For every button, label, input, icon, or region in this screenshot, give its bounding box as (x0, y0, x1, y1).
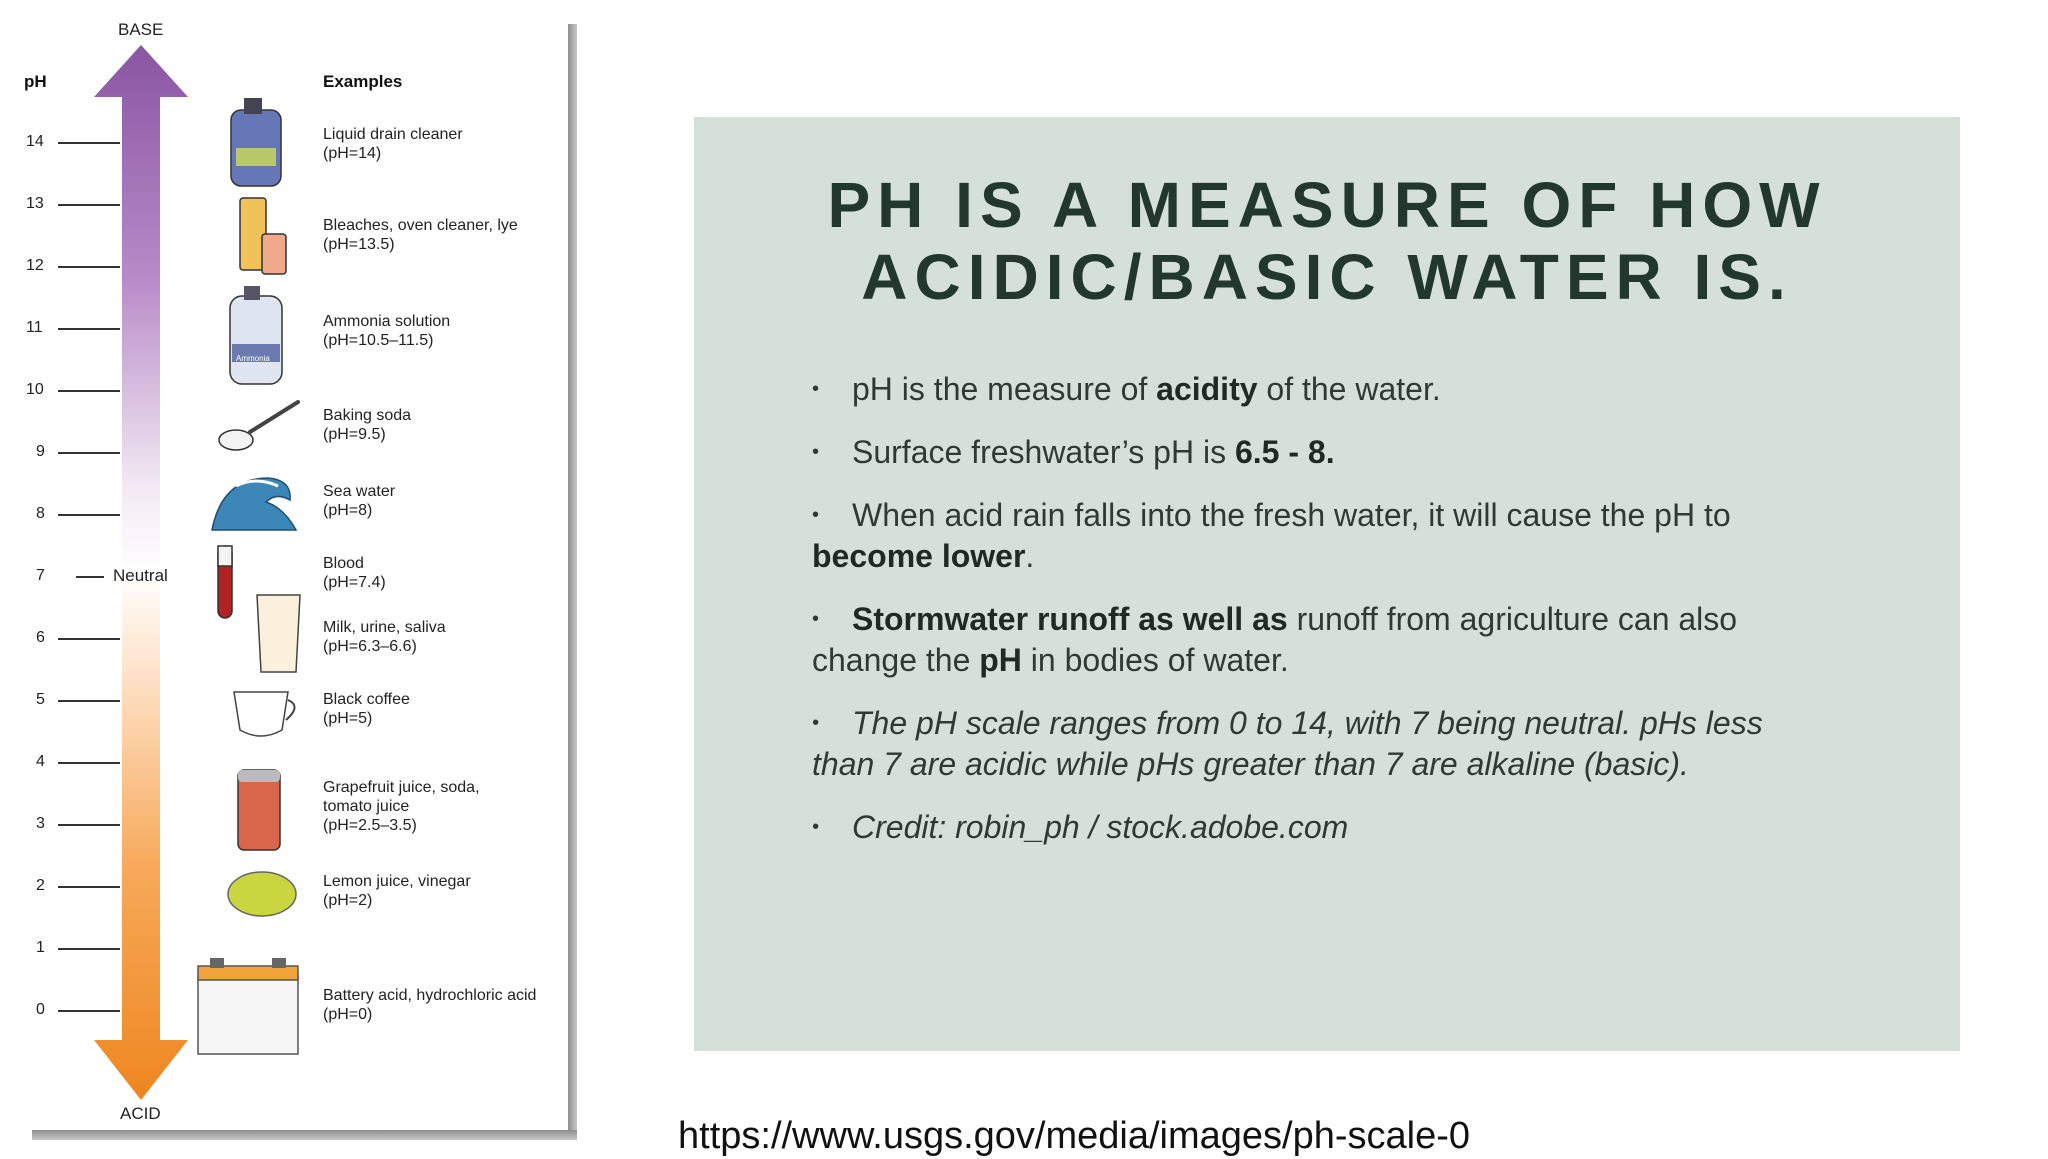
bullet-freshwater-ph (812, 432, 1832, 473)
bullet-dot: • (812, 608, 820, 630)
bullet-dot: • (812, 378, 820, 400)
acid-label: ACID (120, 1104, 161, 1123)
bullet-dot: • (812, 712, 820, 734)
example-ammonia: Ammonia solution (pH=10.5–11.5) (323, 313, 451, 349)
tick-label: 9 (36, 443, 45, 460)
spoon-icon (219, 402, 298, 450)
example-bleach: Bleaches, oven cleaner, lye (pH=13.5) (323, 217, 518, 253)
bullet-bold: acidity (1156, 371, 1258, 407)
example-baking-soda: Baking soda (pH=9.5) (323, 407, 412, 443)
bullet-ph-scale (812, 703, 1832, 785)
tick-label: 13 (26, 195, 44, 212)
tick-label: 10 (26, 381, 44, 398)
bleach-containers-icon (240, 198, 286, 274)
jug-label: Ammonia (236, 354, 270, 363)
ph-ticks (58, 143, 120, 1011)
milk-glass-icon (257, 595, 300, 672)
coffee-cup-icon (234, 692, 295, 736)
bullet-text: Surface freshwater’s pH is (852, 434, 1235, 470)
bullet-text: in bodies of water. (1021, 642, 1289, 678)
tick-label: 5 (36, 691, 45, 708)
soda-can-icon (238, 770, 280, 850)
example-drain-cleaner: Liquid drain cleaner (pH=14) (323, 126, 463, 162)
example-blood: Blood (pH=7.4) (323, 555, 386, 591)
bullet-dot: • (812, 504, 820, 526)
ph-axis-label: pH (24, 72, 47, 91)
tick-label: 11 (26, 319, 43, 336)
drain-cleaner-bottle-icon (231, 98, 281, 186)
examples-header: Examples (323, 72, 403, 91)
bullet-stormwater (812, 599, 1832, 681)
figure-shadow (32, 1130, 577, 1140)
bullet-bold: 6.5 - 8. (1234, 434, 1335, 470)
title-line-2: ACIDIC/BASIC WATER IS. (861, 241, 1793, 313)
example-lemon: Lemon juice, vinegar (pH=2) (323, 873, 471, 909)
tick-label: 4 (36, 753, 45, 770)
lemon-icon (228, 872, 296, 916)
ph-scale-graphic (0, 0, 568, 1130)
example-battery-acid: Battery acid, hydrochloric acid (pH=0) (323, 987, 537, 1023)
figure-shadow (568, 24, 577, 1140)
bullet-dot: • (812, 441, 820, 463)
bullet-bold: pH (979, 642, 1022, 678)
content-panel (694, 117, 1960, 1051)
bullet-credit (812, 807, 1832, 848)
tick-label: 3 (36, 815, 45, 832)
slide-title (694, 169, 1960, 313)
wave-icon (212, 478, 296, 530)
bullet-text: . (1025, 538, 1035, 574)
example-milk: Milk, urine, saliva (pH=6.3–6.6) (323, 619, 446, 655)
source-url: https://www.usgs.gov/media/images/ph-scale-0 (678, 1115, 1471, 1157)
base-label: BASE (118, 20, 164, 39)
tick-label: 6 (36, 629, 45, 646)
bullet-dot: • (812, 816, 820, 838)
bullet-text: The pH scale ranges from 0 to 14, with 7 being neutral. pHs less than 7 are acidic while pHs greater than 7 are alkaline (basic). (812, 705, 1763, 782)
tick-label: 14 (26, 133, 44, 150)
bullet-list (812, 369, 1832, 870)
tick-label: 7 (36, 567, 45, 584)
bullet-bold: become lower (812, 538, 1026, 574)
test-tube-icon (218, 546, 232, 618)
ammonia-jug-icon (230, 286, 282, 384)
tick-label: 2 (36, 877, 45, 894)
ph-scale-figure (0, 0, 568, 1130)
example-grapefruit: Grapefruit juice, soda, tomato juice (pH=2.5–3.5) (323, 779, 480, 834)
bullet-bold: Stormwater runoff as well as (852, 601, 1288, 637)
bullet-text: of the water. (1257, 371, 1441, 407)
neutral-label: Neutral (113, 566, 168, 585)
example-coffee: Black coffee (pH=5) (323, 691, 410, 727)
bullet-text: Credit: robin_ph / stock.adobe.com (852, 809, 1349, 845)
bullet-text: When acid rain falls into the fresh water, it will cause the pH to (852, 497, 1731, 533)
bullet-acid-rain (812, 495, 1832, 577)
battery-icon (198, 958, 298, 1054)
bullet-text: pH is the measure of (852, 371, 1157, 407)
example-sea-water: Sea water (pH=8) (323, 483, 396, 519)
bullet-acidity (812, 369, 1832, 410)
tick-label: 0 (36, 1001, 45, 1018)
title-line-1: PH IS A MEASURE OF HOW (827, 169, 1827, 241)
bullet-text: runoff from agriculture can also change the (812, 601, 1738, 678)
tick-label: 8 (36, 505, 45, 522)
tick-label: 12 (26, 257, 44, 274)
tick-label: 1 (36, 939, 45, 956)
